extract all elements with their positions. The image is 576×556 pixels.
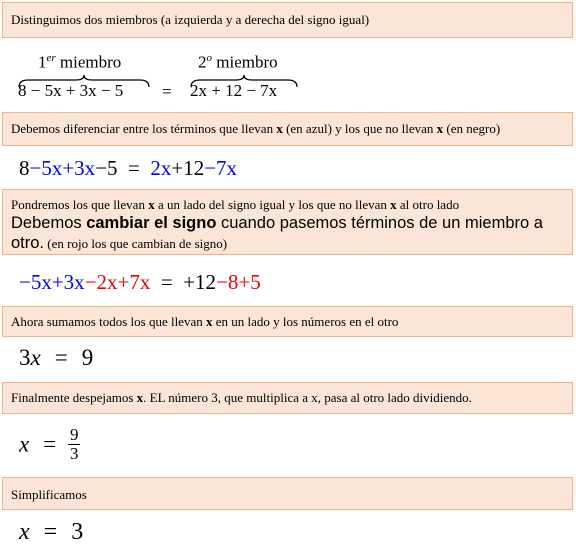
equation-term: +3x: [62, 156, 96, 180]
final-result-equation: x = 3: [19, 519, 84, 545]
equation-term: −7x: [204, 156, 238, 180]
equation-term: +12: [171, 156, 205, 180]
equation-term: +7x: [117, 270, 151, 294]
sum-result-equation: 3x = 9: [19, 345, 94, 370]
sign-change-note: Debemos cambiar el signo cuando pasemos términos de un miembro a otro. (en rojo los que cambian de signo): [11, 214, 543, 252]
equation-term: −8: [216, 270, 239, 294]
equation-term: +12: [183, 270, 217, 294]
right-expression: 2x + 12 − 7x: [190, 81, 278, 100]
colored-equation-1: [19, 156, 237, 181]
equation-term: −5x: [29, 156, 63, 180]
equation-term: 8: [19, 156, 30, 180]
instruction-box-2: Debemos diferenciar entre los términos que llevan x (en azul) y los que no llevan x (en negro): [2, 112, 573, 146]
fraction: $\frac{9}{3}$: [69, 425, 79, 463]
colored-equation-2: [19, 270, 261, 295]
instruction-box-1: [2, 2, 573, 38]
equation-term: −5x: [19, 270, 52, 294]
equation-term: −5: [95, 156, 118, 180]
members-equation: [0, 44, 576, 108]
fraction-equation: x = $\frac{9}{3}$: [19, 425, 79, 463]
first-member-label: 1er miembro: [38, 52, 122, 72]
equation-term: +3x: [51, 270, 85, 294]
equation-term: +5: [238, 270, 261, 294]
second-member-label: 2$^o$ miembro: [198, 52, 278, 72]
equation-term: =: [117, 156, 151, 180]
instruction-box-4: Ahora sumamos todos los que llevan x en un lado y los números en el otro: [2, 306, 573, 337]
equation-term: −2x: [84, 270, 118, 294]
left-expression: 8 − 5x + 3x − 5: [18, 81, 124, 100]
equation-term: 2x: [150, 156, 172, 180]
instruction-line: Pondremos los que llevan x a un lado del signo igual y los que no llevan x al otro lado: [11, 197, 460, 212]
instruction-text: Distinguimos dos miembros (a izquierda y a derecha del signo igual): [11, 12, 370, 27]
instruction-box-6: Simplificamos: [2, 477, 573, 510]
instruction-box-3: [2, 189, 573, 255]
equals-sign: =: [162, 82, 172, 101]
equation-term: =: [150, 270, 184, 294]
instruction-box-5: Finalmente despejamos x. EL número 3, que multiplica a x, pasa al otro lado dividiendo.: [2, 382, 573, 414]
